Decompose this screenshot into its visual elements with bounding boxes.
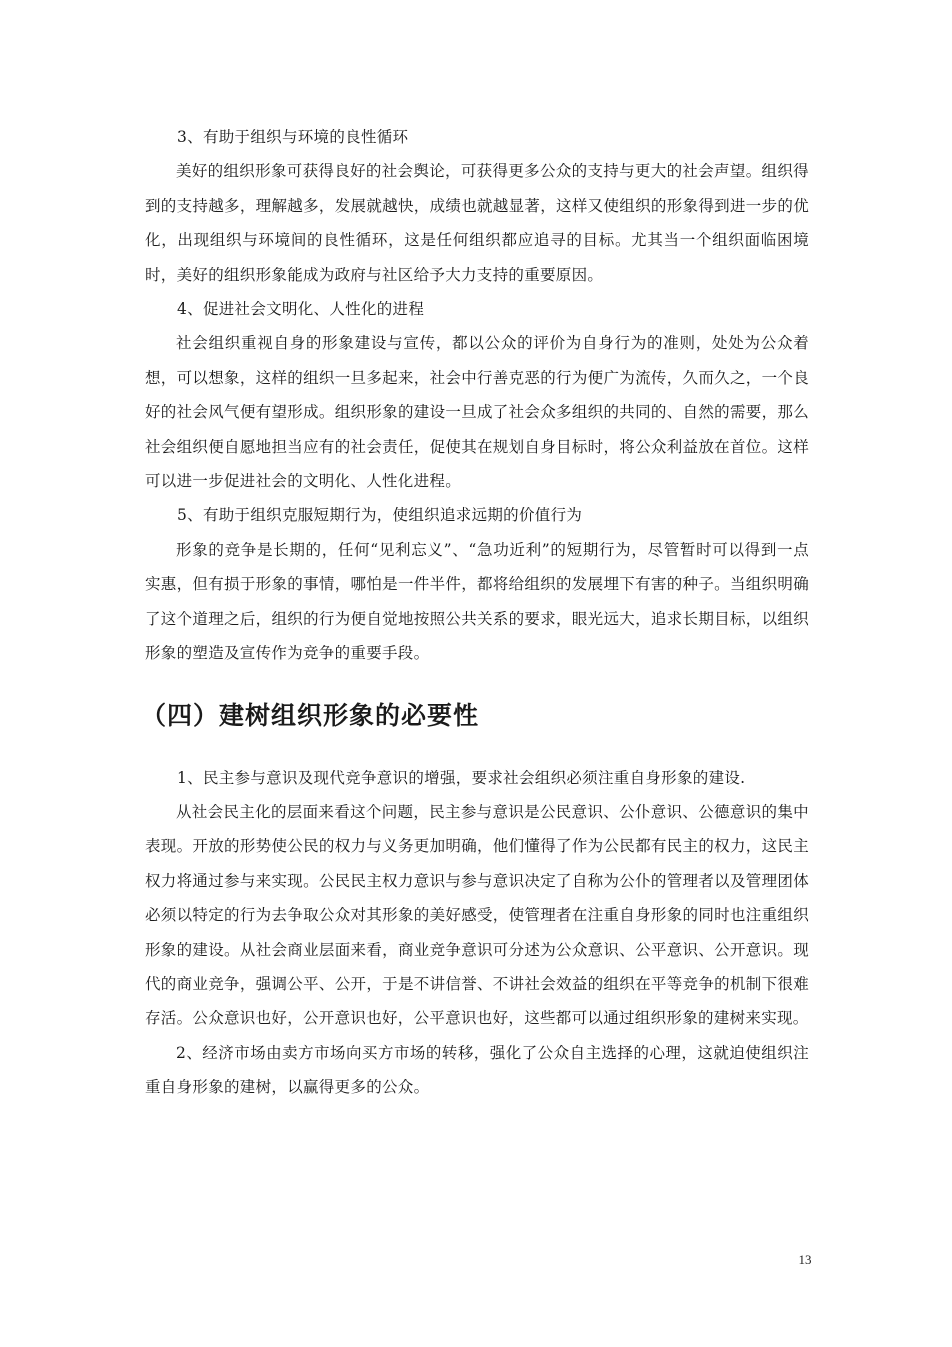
page-number: 13 (798, 1252, 812, 1267)
section-heading: （四）建树组织形象的必要性 (141, 700, 480, 730)
subheading-3: 3、有助于组织与环境的良性循环 (177, 128, 409, 146)
paragraph-4: 社会组织重视自身的形象建设与宣传，都以公众的评价为自身行为的准则，处处为公众着想，可以想象，这样的组织一旦多起来，社会中行善克恶的行为便广为流传，久而久之，一个良好的社会风气便有望形成。组织形象的建设一旦成了社会众多组织的共同的、自然的需要，那么社会组织便自愿地担当应有的社会责任，促使其在规划自身目标时，将公众利益放在首位。这样可以进一步促进社会的文明化、人性化进程。 (145, 334, 809, 491)
paragraph-3: 美好的组织形象可获得良好的社会舆论，可获得更多公众的支持与更大的社会声望。组织得到的支持越多，理解越多，发展就越快，成绩也就越显著，这样又使组织的形象得到进一步的优化，出现组织与环境间的良性循环，这是任何组织都应追寻的目标。尤其当一个组织面临困境时，美好的组织形象能成为政府与社区给予大力支持的重要原因。 (145, 162, 809, 284)
subheading-5: 5、有助于组织克服短期行为，使组织追求远期的价值行为 (177, 506, 583, 525)
paragraph-2: 2、经济市场由卖方市场向买方市场的转移，强化了公众自主选择的心理，这就迫使组织注重自身形象的建树，以赢得更多的公众。 (145, 1043, 809, 1097)
subheading-1: 1、民主参与意识及现代竞争意识的增强，要求社会组织必须注重自身形象的建设. (177, 768, 746, 787)
page-body (141, 120, 809, 1105)
paragraph-1: 从社会民主化的层面来看这个问题，民主参与意识是公民意识、公仆意识、公德意识的集中表现。开放的形势使公民的权力与义务更加明确，他们懂得了作为公民都有民主的权力，这民主权力将通过参与来实现。公民民主权力意识与参与意识决定了自称为公仆的管理者以及管理团体必须以特定的行为去争取公众对其形象的美好感受，使管理者在注重自身形象的同时也注重组织形象的建设。从社会商业层面来看，商业竞争意识可分述为公众意识、公平意识、公开意识。现代的商业竞争，强调公平、公开，于是不讲信誉、不讲社会效益的组织在平等竞争的机制下很难存活。公众意识也好，公开意识也好，公平意识也好，这些都可以通过组织形象的建树来实现。 (145, 802, 809, 1028)
subheading-4: 4、促进社会文明化、人性化的进程 (177, 300, 425, 319)
paragraph-5: 形象的竞争是长期的，任何“见利忘义”、“急功近利”的短期行为，尽管暂时可以得到一点实惠，但有损于形象的事情，哪怕是一件半件，都将给组织的发展埋下有害的种子。当组织明确了这个道理之后，组织的行为便自觉地按照公共关系的要求，眼光远大，追求长期目标，以组织形象的塑造及宣传作为竞争的重要手段。 (145, 540, 809, 663)
